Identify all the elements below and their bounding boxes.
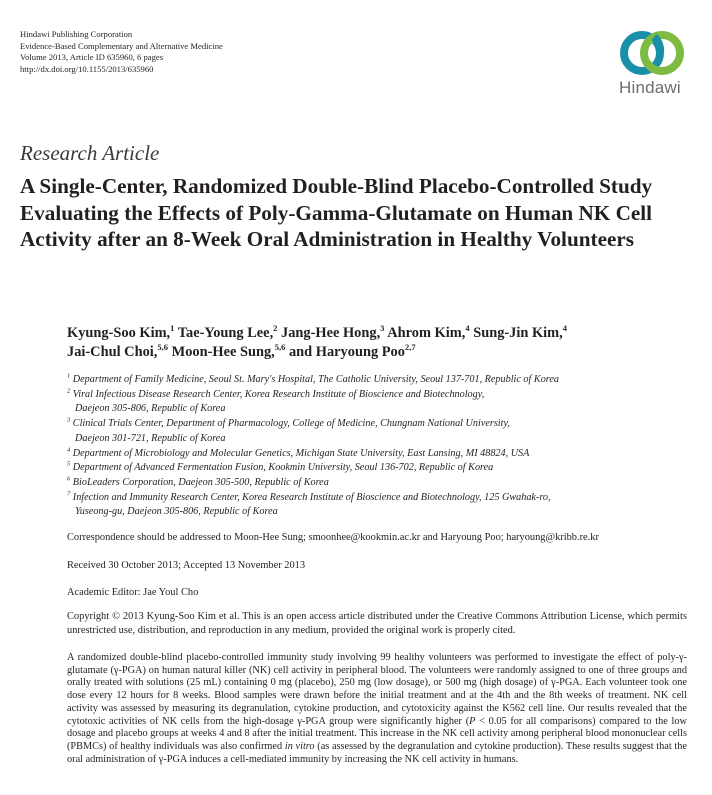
affiliation-list — [67, 373, 687, 520]
author: Sung-Jin Kim,$^4$ — [473, 323, 568, 341]
correspondence: Correspondence should be addressed to Moon-Hee Sung; smoonhee@kookmin.ac.kr and Haryoung Poo; haryoung@kribb.re.kr — [67, 532, 599, 543]
affiliation: $^1$ Department of Family Medicine, Seoul St. Mary's Hospital, The Catholic University, Seoul 137-701, Republic of Korea — [67, 372, 559, 385]
affiliation: $^7$ Infection and Immunity Research Center, Korea Research Institute of Bioscience and Biotechnology, 125 Gwahak-ro, Yuseong-gu, Daejeon 305-806, Republic of Korea — [67, 490, 551, 518]
hindawi-logo-text: Hindawi — [619, 78, 681, 97]
author: Ahrom Kim,$^4$ — [387, 323, 470, 341]
doi-link[interactable]: http://dx.doi.org/10.1155/2013/635960 — [20, 63, 154, 74]
author: Kyung-Soo Kim,$^1$ — [67, 323, 175, 341]
journal-name: Evidence-Based Complementary and Alternative Medicine — [20, 40, 223, 51]
author: Moon-Hee Sung,$^{5,6}$ — [171, 342, 286, 360]
abstract: A randomized double-blind placebo-controlled immunity study involving 99 healthy volunteers was performed to investigate the effect of poly-γ-glutamate (γ-PGA) on human natural killer (NK) cell activity in peripheral blood. The volunteers were randomly assigned to one of three groups and orally treated with solutions (25 mL) containing 0 mg (placebo), 250 mg (low dosage), or 500 mg (high dosage) of γ-PGA. Each volunteer took one dose every 12 hours for 8 weeks. Blood samples were drawn before the initial treatment and at the 4th and the 8th weeks of treatment. NK cell activity was assessed by measuring its degranulation, cytokine production, and cytotoxicity against the K562 cell line. Our results revealed that the cytotoxic activities of NK cells from the high-dosage γ-PGA group were significantly higher (P < 0.05 for all comparisons) compared to the low dosage and placebo groups at weeks 4 and 8 after the initial treatment. This increase in the NK cell activity among peripheral blood mononuclear cells (PBMCs) of healthy individuals was also confirmed in vitro (as assessed by the degranulation and cytokine production). These results suggest that the oral administration of γ-PGA induces a cell-mediated immunity by increasing the NK cell activity in humans. — [67, 652, 687, 765]
received-dates: Received 30 October 2013; Accepted 13 November 2013 — [67, 560, 306, 571]
journal-header — [20, 29, 223, 75]
author: Tae-Young Lee,$^2$ — [177, 323, 278, 341]
author-list — [67, 324, 677, 362]
affiliation: $^5$ Department of Advanced Fermentation Fusion, Kookmin University, Seoul 136-702, Republic of Korea — [67, 460, 494, 474]
article-type: Research Article — [20, 141, 160, 165]
publisher-name: Hindawi Publishing Corporation — [20, 29, 133, 39]
academic-editor: Academic Editor: Jae Youl Cho — [67, 587, 199, 598]
article-title: A Single-Center, Randomized Double-Blind Placebo-Controlled Study Evaluating the Effects of Poly-Gamma-Glutamate on Human NK Cell Activity after an 8-Week Oral Administration in Healthy Volunteers — [20, 174, 653, 251]
volume-info: Volume 2013, Article ID 635960, 6 pages — [20, 52, 164, 63]
affiliation: $^6$ BioLeaders Corporation, Daejeon 305-500, Republic of Korea — [67, 475, 329, 488]
author: Jai-Chul Choi,$^{5,6}$ — [67, 342, 168, 360]
copyright-notice: Copyright © 2013 Kyung-Soo Kim et al. This is an open access article distributed under the Creative Commons Attribution License, which permits unrestricted use, distribution, and reproduction in any medium, provided the original work is properly cited. — [67, 611, 687, 636]
affiliation: $^4$ Department of Microbiology and Molecular Genetics, Michigan State University, East Lansing, MI 48824, USA — [67, 446, 530, 459]
affiliation: $^3$ Clinical Trials Center, Department of Pharmacology, College of Medicine, Chungnam National University, Daejeon 301-721, Republic of Korea — [67, 416, 510, 444]
affiliation: $^2$ Viral Infectious Disease Research Center, Korea Research Institute of Bioscience and Biotechnology, Daejeon 305-806, Republic of Korea — [67, 387, 485, 415]
author: Jang-Hee Hong,$^3$ — [281, 323, 385, 341]
author: and Haryoung Poo$^{2,7}$ — [288, 342, 416, 360]
